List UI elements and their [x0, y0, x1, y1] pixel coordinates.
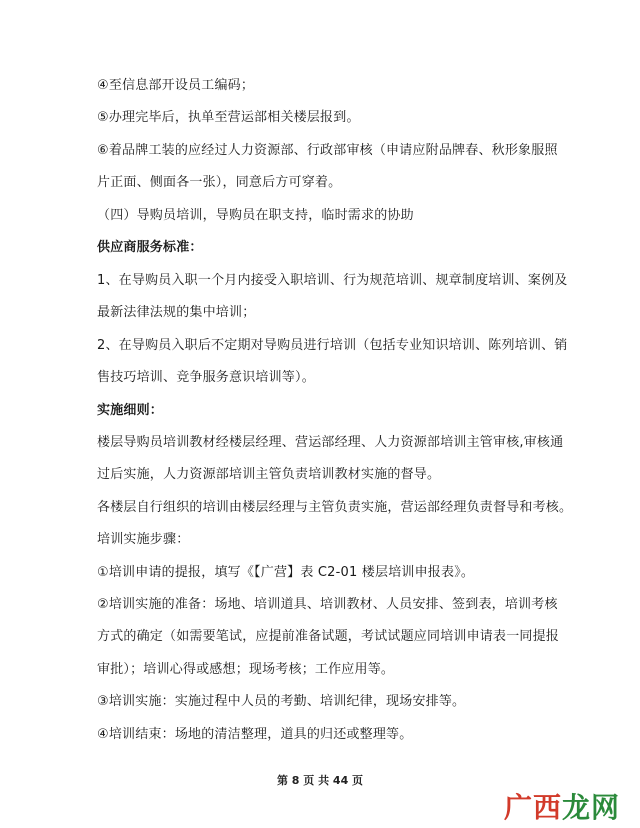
text-line: ⑥着品牌工装的应经过人力资源部、行政部审核（申请应附品牌春、秋形象服照 — [97, 143, 558, 158]
text-line: 审批）；培训心得或感想；现场考核；工作应用等。 — [97, 662, 395, 677]
text-line: 1、在导购员入职一个月内接受入职培训、行为规范培训、规章制度培训、案例及 — [97, 273, 568, 288]
text-line: 最新法律法规的集中培训； — [97, 305, 256, 320]
text-line: 售技巧培训、竞争服务意识培训等）。 — [97, 370, 315, 385]
watermark-part1: 广西 — [503, 791, 562, 824]
text-line: ②培训实施的准备：场地、培训道具、培训教材、人员安排、签到表，培训考核 — [97, 597, 558, 612]
watermark-part2: 龙网 — [561, 791, 620, 824]
text-line: ⑤办理完毕后，执单至营运部相关楼层报到。 — [97, 110, 360, 125]
text-line: 片正面、侧面各一张），同意后方可穿着。 — [97, 175, 342, 190]
text-line: ④至信息部开设员工编码； — [97, 78, 255, 93]
text-line: 2、在导购员入职后不定期对导购员进行培训（包括专业知识培训、陈列培训、销 — [97, 338, 568, 353]
text-line: ①培训申请的提报，填写《【广营】表 C2-01 楼层培训申报表》。 — [97, 565, 475, 580]
text-line: 培训实施步骤： — [97, 532, 190, 547]
section-heading: 供应商服务标准： — [97, 240, 203, 255]
text-line: ③培训实施：实施过程中人员的考勤、培训纪律，现场安排等。 — [97, 694, 466, 709]
text-line: ④培训结束：场地的清洁整理，道具的归还或整理等。 — [97, 727, 413, 742]
text-line: 过后实施，人力资源部培训主管负责培训教材实施的督导。 — [97, 467, 441, 482]
text-line: 楼层导购员培训教材经楼层经理、营运部经理、人力资源部培训主管审核,审核通 — [97, 435, 564, 450]
watermark-logo — [504, 786, 620, 826]
text-line: （四）导购员培训，导购员在职支持，临时需求的协助 — [97, 208, 414, 223]
text-line: 各楼层自行组织的培训由楼层经理与主管负责实施，营运部经理负责督导和考核。 — [97, 500, 573, 515]
text-line: 方式的确定（如需要笔试，应提前准备试题，考试试题应同培训申请表一同提报 — [97, 629, 560, 644]
section-heading: 实施细则： — [97, 403, 164, 418]
page-number: 第 8 页 共 44 页 — [276, 774, 364, 787]
